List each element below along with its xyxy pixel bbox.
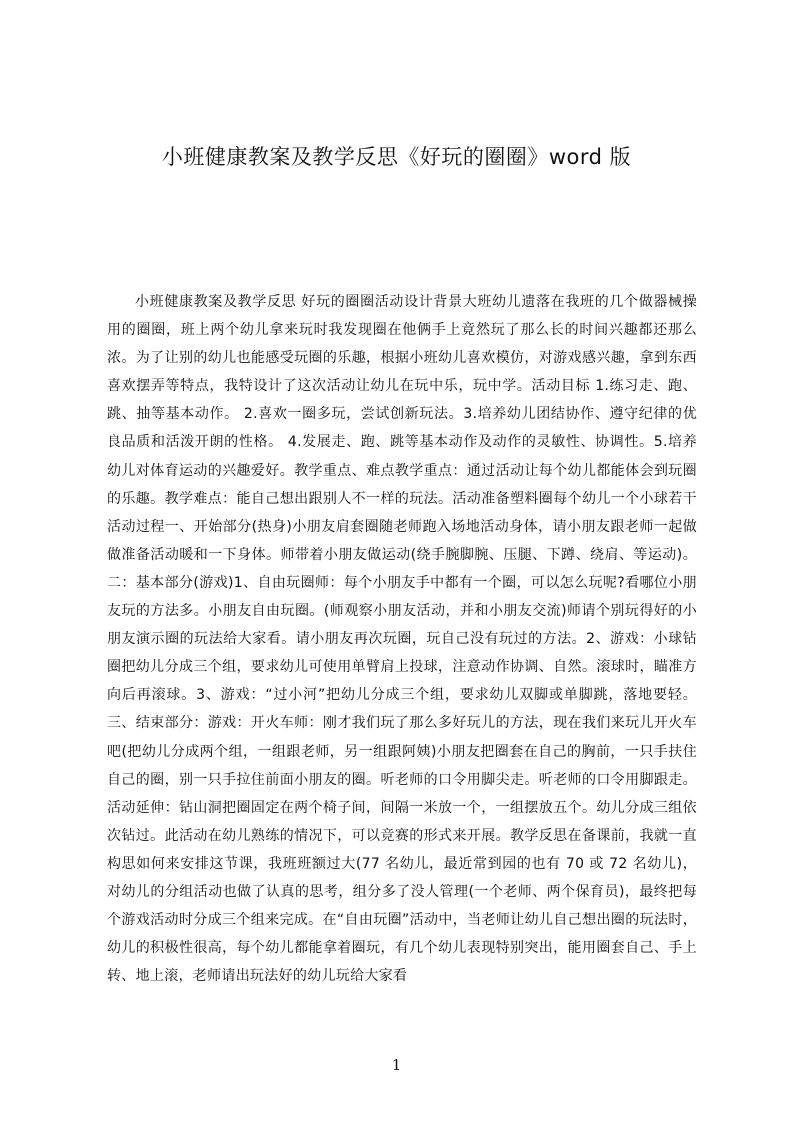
page-number: 1 [391, 1056, 402, 1074]
document-title: 小班健康教案及教学反思《好玩的圈圈》word 版 [161, 145, 632, 169]
document-body-paragraph: 小班健康教案及教学反思 好玩的圈圈活动设计背景大班幼儿遗落在我班的几个做器械操用的圈圈，班上两个幼儿拿来玩时我发现圈在他俩手上竟然玩了那么长的时间兴趣都还那么浓。为了让别的幼儿也能感受玩圈的乐趣，根据小班幼儿喜欢模仿，对游戏感兴趣，拿到东西喜欢摆弄等特点，我特设计了这次活动让幼儿在玩中乐，玩中学。活动目标 1.练习走、跑、跳、抽等基本动作。 2.喜欢一圈多玩，尝试创新玩法。3.培养幼儿团结协作、遵守纪律的优良品质和活泼开朗的性格。 4.发展走、跑、跳等基本动作及动作的灵敏性、协调性。5.培养幼儿对体育运动的兴趣爱好。教学重点、难点教学重点：通过活动让每个幼儿都能体会到玩圈的乐趣。教学难点：能自己想出跟别人不一样的玩法。活动准备塑料圈每个幼儿一个小球若干活动过程一、开始部分(热身)小朋友肩套圈随老师跑入场地活动身体，请小朋友跟老师一起做做准备活动暖和一下身体。师带着小朋友做运动(绕手腕脚腕、压腿、下蹲、绕肩、等运动)。二：基本部分(游戏)1、自由玩圈师：每个小朋友手中都有一个圈，可以怎么玩呢?看哪位小朋友玩的方法多。小朋友自由玩圈。(师观察小朋友活动，并和小朋友交流)师请个别玩得好的小朋友演示圈的玩法给大家看。请小朋友再次玩圈，玩自己没有玩过的方法。2、游戏：小球钻圈把幼儿分成三个组，要求幼儿可使用单臂肩上投球，注意动作协调、自然。滚球时，瞄准方向后再滚球。3、游戏：“过小河”把幼儿分成三个组，要求幼儿双脚或单脚跳，落地要轻。三、结束部分：游戏：开火车师：刚才我们玩了那么多好玩儿的方法，现在我们来玩儿开火车吧(把幼儿分成两个组，一组跟老师，另一组跟阿姨)小朋友把圈套在自己的胸前，一只手扶住自己的圈，别一只手拉住前面小朋友的圈。听老师的口令用脚尖走。听老师的口令用脚跟走。活动延伸：钻山洞把圈固定在两个椅子间，间隔一米放一个，一组摆放五个。幼儿分成三组依次钻过。此活动在幼儿熟练的情况下，可以竞赛的形式来开展。教学反思在备课前，我就一直构思如何来安排这节课，我班班额过大(77 名幼儿，最近常到园的也有 70 或 72 名幼儿)，对幼儿的分组活动也做了认真的思考，组分多了没人管理(一个老师、两个保育员)，最终把每个游戏活动时分成三个组来完成。在“自由玩圈”活动中，当老师让幼儿自己想出圈的玩法时，幼儿的积极性很高，每个幼儿都能拿着圈玩，有几个幼儿表现特别突出，能用圈套自己、手上转、地上滚，老师请出玩法好的幼儿玩给大家看 [107, 294, 697, 985]
